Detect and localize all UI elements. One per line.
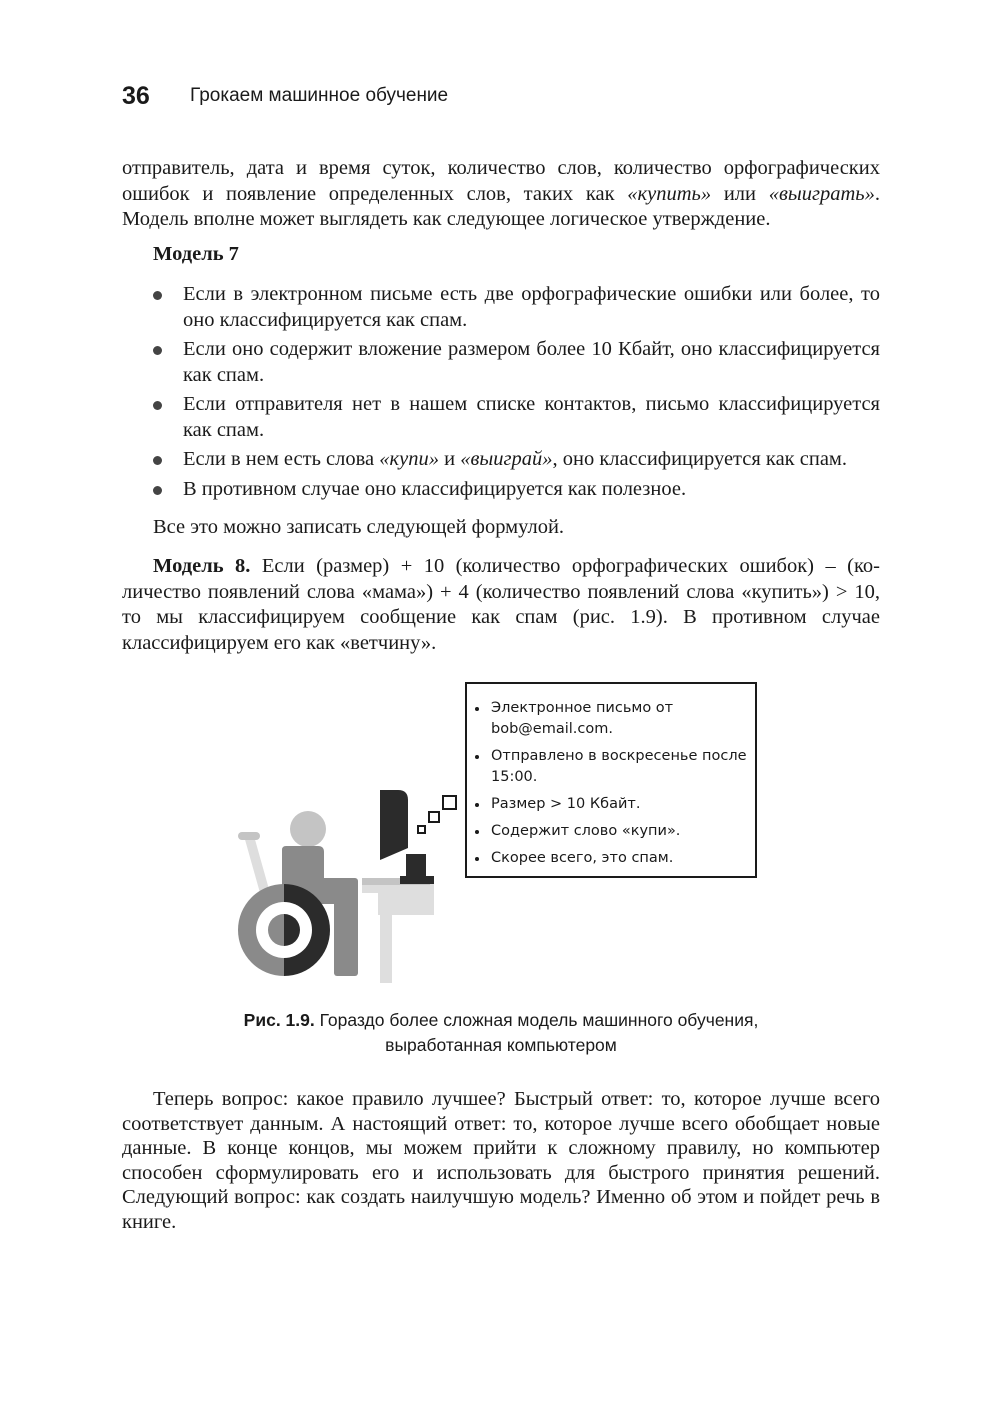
rule-text-a: Если в нем есть слова (183, 448, 380, 470)
caption-text-line-2: выработанная компьютером (385, 1035, 617, 1055)
model-7-rules (122, 282, 880, 506)
bullet-dot-icon (153, 486, 162, 495)
bullet-dot-icon (475, 830, 479, 834)
rule-text: Если отправителя нет в нашем списке контактов, письмо классифицируется как спам. (183, 393, 880, 441)
rule-text: В противном случае оно классифицируется как полезное. (183, 477, 687, 500)
bullet-dot-icon (475, 803, 479, 807)
caption-label: Рис. 1.9. (243, 1010, 315, 1030)
rule-text-c: , оно классифицируется как спам. (552, 448, 848, 470)
thought-text: Содержит слово «купи». (491, 823, 681, 839)
conclusion-paragraph: Теперь вопрос: какое правило лучшее? Быстрый ответ: то, которое лучше всего соответствует данным. А настоящий ответ: то, которое лучше всего обобщает новые данные. В конце концов, мы можем прийти к сложному правилу, но компьютер способен сформулировать его и использовать для быстрого принятия решений. Следующий вопрос: как создать наилучшую модель? Именно об этом и пойдет речь в книге. (122, 1088, 880, 1233)
intro-paragraph (122, 156, 880, 233)
thought-item (467, 698, 755, 740)
rule-text-b: и (438, 448, 461, 470)
wheelchair-user-icon (238, 811, 358, 976)
intro-line-1: отправитель, дата и время суток, количество слов, количество орфографических (122, 157, 880, 179)
thought-item (467, 746, 755, 788)
model-8-paragraph (122, 554, 880, 656)
rule-item (122, 337, 880, 388)
bullet-dot-icon (153, 401, 162, 410)
thought-text: Электронное письмо от bob@email.com. (491, 700, 674, 737)
book-title: Грокаем машинное обучение (190, 85, 449, 106)
thought-bubble (465, 682, 757, 878)
running-head (122, 80, 448, 112)
bullet-dot-icon (153, 456, 162, 465)
word-buy: «купить» (627, 182, 712, 205)
intro-line-2c: . (874, 182, 881, 205)
thought-item (467, 821, 755, 842)
word-vyigrai: «выиграй» (460, 448, 553, 470)
rule-item (122, 392, 880, 443)
rule-text: Если оно содержит вложение размером более 10 Кбайт, оно классифицируется как спам. (183, 338, 880, 386)
bullet-dot-icon (475, 857, 479, 861)
bullet-dot-icon (475, 755, 479, 759)
thought-list (467, 684, 755, 869)
rule-item (122, 447, 880, 473)
thought-text: Скорее всего, это спам. (491, 850, 674, 866)
model-8-text: Если (размер) + 10 (количество орфографических ошибок) – (количество появлений слова «мама») + 4 (количество появлений слова «купить») > 10, то мы классифицируем сообщение как спам (рис. 1.9). В противном случае классифицируем его как «ветчину». (122, 555, 880, 654)
bullet-dot-icon (475, 707, 479, 711)
intro-line-2a: ошибок и появление определенных слов, таких как (122, 182, 628, 205)
thought-text: Отправлено в воскресенье после 15:00. (491, 748, 747, 785)
thought-item (467, 848, 755, 869)
page-number: 36 (122, 81, 150, 110)
bullet-dot-icon (153, 291, 162, 300)
rule-item (122, 282, 880, 333)
model-7-heading: Модель 7 (153, 243, 239, 265)
word-kupi: «купи» (379, 448, 439, 470)
intro-line-3: Модель вполне может выглядеть как следующее логическое утверждение. (122, 208, 771, 230)
bullet-dot-icon (153, 346, 162, 355)
formula-intro: Все это можно записать следующей формулой. (153, 516, 565, 538)
model-8-label: Модель 8. (153, 555, 251, 577)
figure-1-9 (230, 678, 770, 988)
figure-caption (122, 1008, 880, 1058)
rule-item (122, 477, 880, 503)
thought-item (467, 794, 755, 815)
computer-desk-icon (362, 790, 434, 983)
intro-line-2b: или (711, 182, 769, 205)
rule-text: Если в электронном письме есть две орфографические ошибки или более, то оно классифицируется как спам. (183, 283, 880, 331)
thought-squares-icon (418, 796, 456, 833)
caption-text-line-1: Гораздо более сложная модель машинного обучения, (314, 1010, 759, 1030)
word-win: «выиграть» (768, 182, 875, 205)
thought-text: Размер > 10 Кбайт. (491, 796, 641, 812)
